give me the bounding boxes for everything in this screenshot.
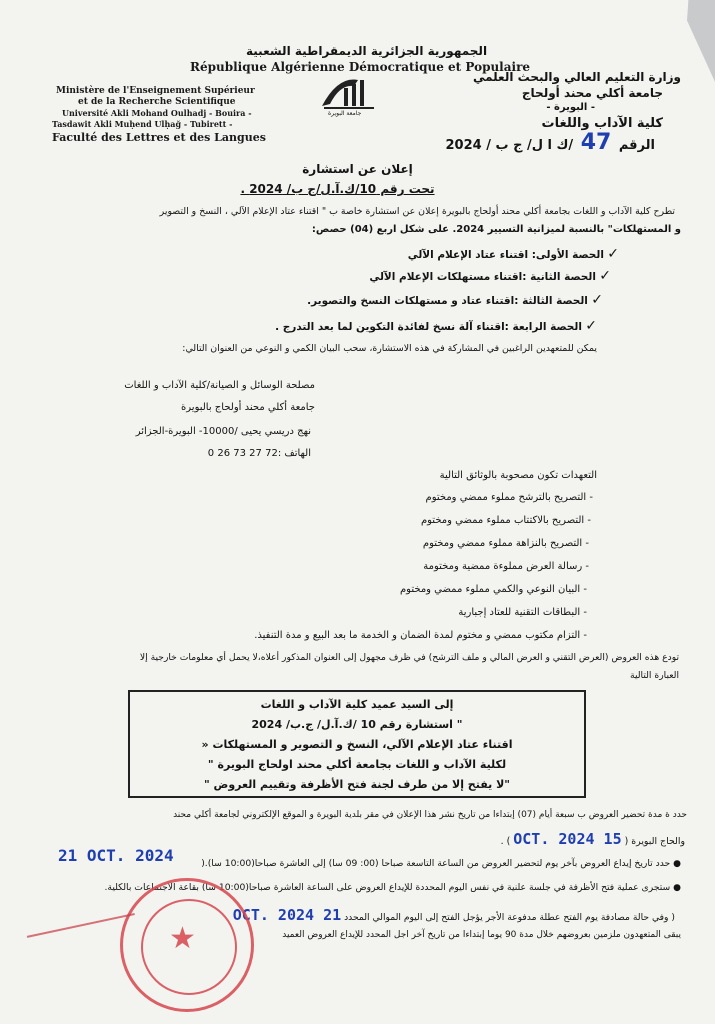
period-text-2: والحاج البويرة ( 15 OCT. 2024 ) . [500, 830, 685, 848]
envelope-line: " استشارة رقم 10 /ك.آ.ل/ ج.ب/ 2024 [251, 718, 463, 731]
lot-item: ✓ الحصة الرابعة :اقتناء آلة نسخ لفائدة التكوين لما بعد التدرج . [275, 318, 597, 334]
date-stamp: 21 OCT. 2024 [58, 846, 174, 865]
document-item: - رسالة العرض مملوءة ممضية ومختومة [423, 561, 589, 572]
ar-ministry: وزارة التعليم العالي والبحث العلمي [472, 70, 681, 84]
check-icon: ✓ [599, 268, 611, 284]
document-item: - التصريح بالترشح مملوء ممضي ومختوم [425, 492, 593, 503]
envelope-line: لكلية الآداب و اللغات بجامعة أكلي محند اولحاج البويرة " [207, 758, 507, 771]
fr-university: Université Akli Mohand Oulhadj - Bouira - [62, 108, 252, 118]
deposit-text: العبارة التالية [630, 670, 679, 681]
lot-item: ✓ الحصة الأولى: اقتناء عتاد الإعلام الآلي [407, 246, 619, 262]
fr-university-tz: Tasdawit Akli Muḥend Ulḥağ - Tubirett - [52, 119, 233, 129]
check-icon: ✓ [585, 318, 597, 334]
fr-republic: République Algérienne Démocratique et Populaire [190, 60, 531, 74]
validity-text: يبقى المتعهدون ملزمين بعروضهم خلال مدة 90 يوما إبتداءا من تاريخ آخر اجل المحدد للإيداع العروض العميد [282, 930, 681, 940]
ar-city: - البويرة - [546, 102, 595, 113]
ar-university: جامعة أكلي محند أولحاج [521, 86, 663, 100]
document-item: - التصريح بالنزاهة مملوء ممضي ومختوم [422, 538, 589, 549]
lot-item: ✓ الحصة الثالثة :اقتناء عتاد و مستهلكات النسخ والتصوير. [307, 292, 603, 308]
date-stamp: 15 OCT. 2024 [513, 830, 622, 848]
intro-line-1: تطرح كلية الآداب و اللغات بجامعة أكلي محند أولحاج بالبويرة إعلان عن استشارة خاصة ب " اقتناء عتاد الإعلام الآلي ، النسخ و التصوير [159, 206, 675, 217]
reference-number [446, 130, 656, 155]
page-edge [645, 0, 715, 1024]
fr-faculty: Faculté des Lettres et des Langues [52, 131, 266, 144]
envelope-line: اقتناء عتاد الإعلام الآلي، النسخ و التصوير و المستهلكات « [201, 738, 513, 751]
ar-republic: الجمهورية الجزائرية الديمقراطية الشعبية [246, 44, 488, 58]
ref-handwritten-number: 47 [580, 130, 612, 155]
document-item: - التزام مكتوب ممضي و مختوم لمدة الضمان و الخدمة ما بعد البيع و مدة التنفيذ. [254, 630, 587, 641]
deposit-text: تودع هذه العروض (العرض التقني و العرض المالي و ملف الترشح) في ظرف مجهول إلى العنوان المذكور أعلاه،لا يحمل أي معلومات خارجية إلا [139, 652, 679, 663]
document-item: - البطاقات التقنية للعتاد إجبارية [458, 607, 587, 618]
bullet-deposit: ● حدد تاريخ إيداع العروض بآخر يوم لتحضير العروض من الساعة التاسعة صباحا (00: 09 سا) إلى العاشرة صباحا(10:00 سا).( [201, 858, 681, 869]
ref-suffix: /ك ا ل/ ج ب / 2024 [445, 138, 574, 153]
announcement-subtitle: تحت رقم 10/ك.آ.ل/ج ب/ 2024 . [240, 182, 435, 196]
document-item: - التصريح بالاكتتاب مملوء ممضي ومختوم [420, 515, 591, 526]
date-stamp: 21 OCT. 2024 [232, 906, 342, 924]
period-text: حدد ة مدة تحضير العروض ب سبعة أيام (07) إبتداءا من تاريخ نشر هذا الإعلان في مقر بلدية البويرة و الموقع الإلكتروني لجامعة أكلي محند [173, 810, 687, 820]
logo-text: جامعة البويرة [328, 110, 362, 117]
official-seal-stamp: ★ [120, 878, 254, 1012]
documents-title: التعهدات تكون مصحوبة بالوثائق التالية [439, 470, 597, 481]
address-line: جامعة أكلي محند أولحاج بالبويرة [181, 402, 315, 413]
document-item: - البيان النوعي والكمي مملوء ممضي ومختوم [399, 584, 587, 595]
bullet-icon: ● [673, 859, 681, 869]
intro-line-2: و المستهلكات" بالنسبة لميزانية التسيير 2024. على شكل اربع (04) حصص: [311, 224, 681, 235]
invite-text: يمكن للمتعهدين الراغبين في المشاركة في هذه الاستشارة، سحب البيان الكمي و النوعي من العنوان التالي: [182, 343, 597, 354]
fr-ministry-1: Ministère de l'Enseignement Supérieur [56, 86, 255, 96]
fr-ministry-2: et de la Recherche Scientifique [78, 97, 236, 107]
ar-faculty: كلية الآداب واللغات [541, 116, 663, 131]
envelope-line: "لا يفتح إلا من طرف لجنة فتح الأظرفة وتقييم العروض " [203, 778, 511, 791]
bullet-opening: ● ستجرى عملية فتح الأظرفة في جلسة علنية في نفس اليوم المحددة للإيداع العروض على الساعة العاشرة صباحا(10:00 سا) بقاعة الاجتماعات بالكلية. [104, 882, 681, 893]
bullet-icon: ● [673, 883, 681, 893]
address-line: نهج دريسي يحيى /10000- البويرة-الجزائر [135, 426, 311, 437]
envelope-label-box [128, 690, 586, 798]
check-icon: ✓ [591, 292, 603, 308]
announcement-title: إعلان عن استشارة [302, 162, 413, 176]
holiday-note: ( وفي حالة مصادفة يوم الفتح عطلة مدفوعة الأجر يؤجل الفتح إلى اليوم الموالي المحدد 21 OCT. 2024 [232, 906, 675, 924]
phone-line: الهاتف :72 27 73 26 0 [207, 448, 311, 459]
check-icon: ✓ [607, 246, 619, 262]
envelope-line: إلى السيد عميد كلية الآداب و اللغات [260, 698, 454, 711]
ref-label: الرقم [618, 138, 655, 153]
address-line: مصلحة الوسائل و الصيانة/كلية الآداب و اللغات [124, 380, 315, 391]
university-logo [318, 72, 380, 117]
lot-item: ✓ الحصة الثانية :اقتناء مستهلكات الإعلام الآلي [369, 268, 611, 284]
